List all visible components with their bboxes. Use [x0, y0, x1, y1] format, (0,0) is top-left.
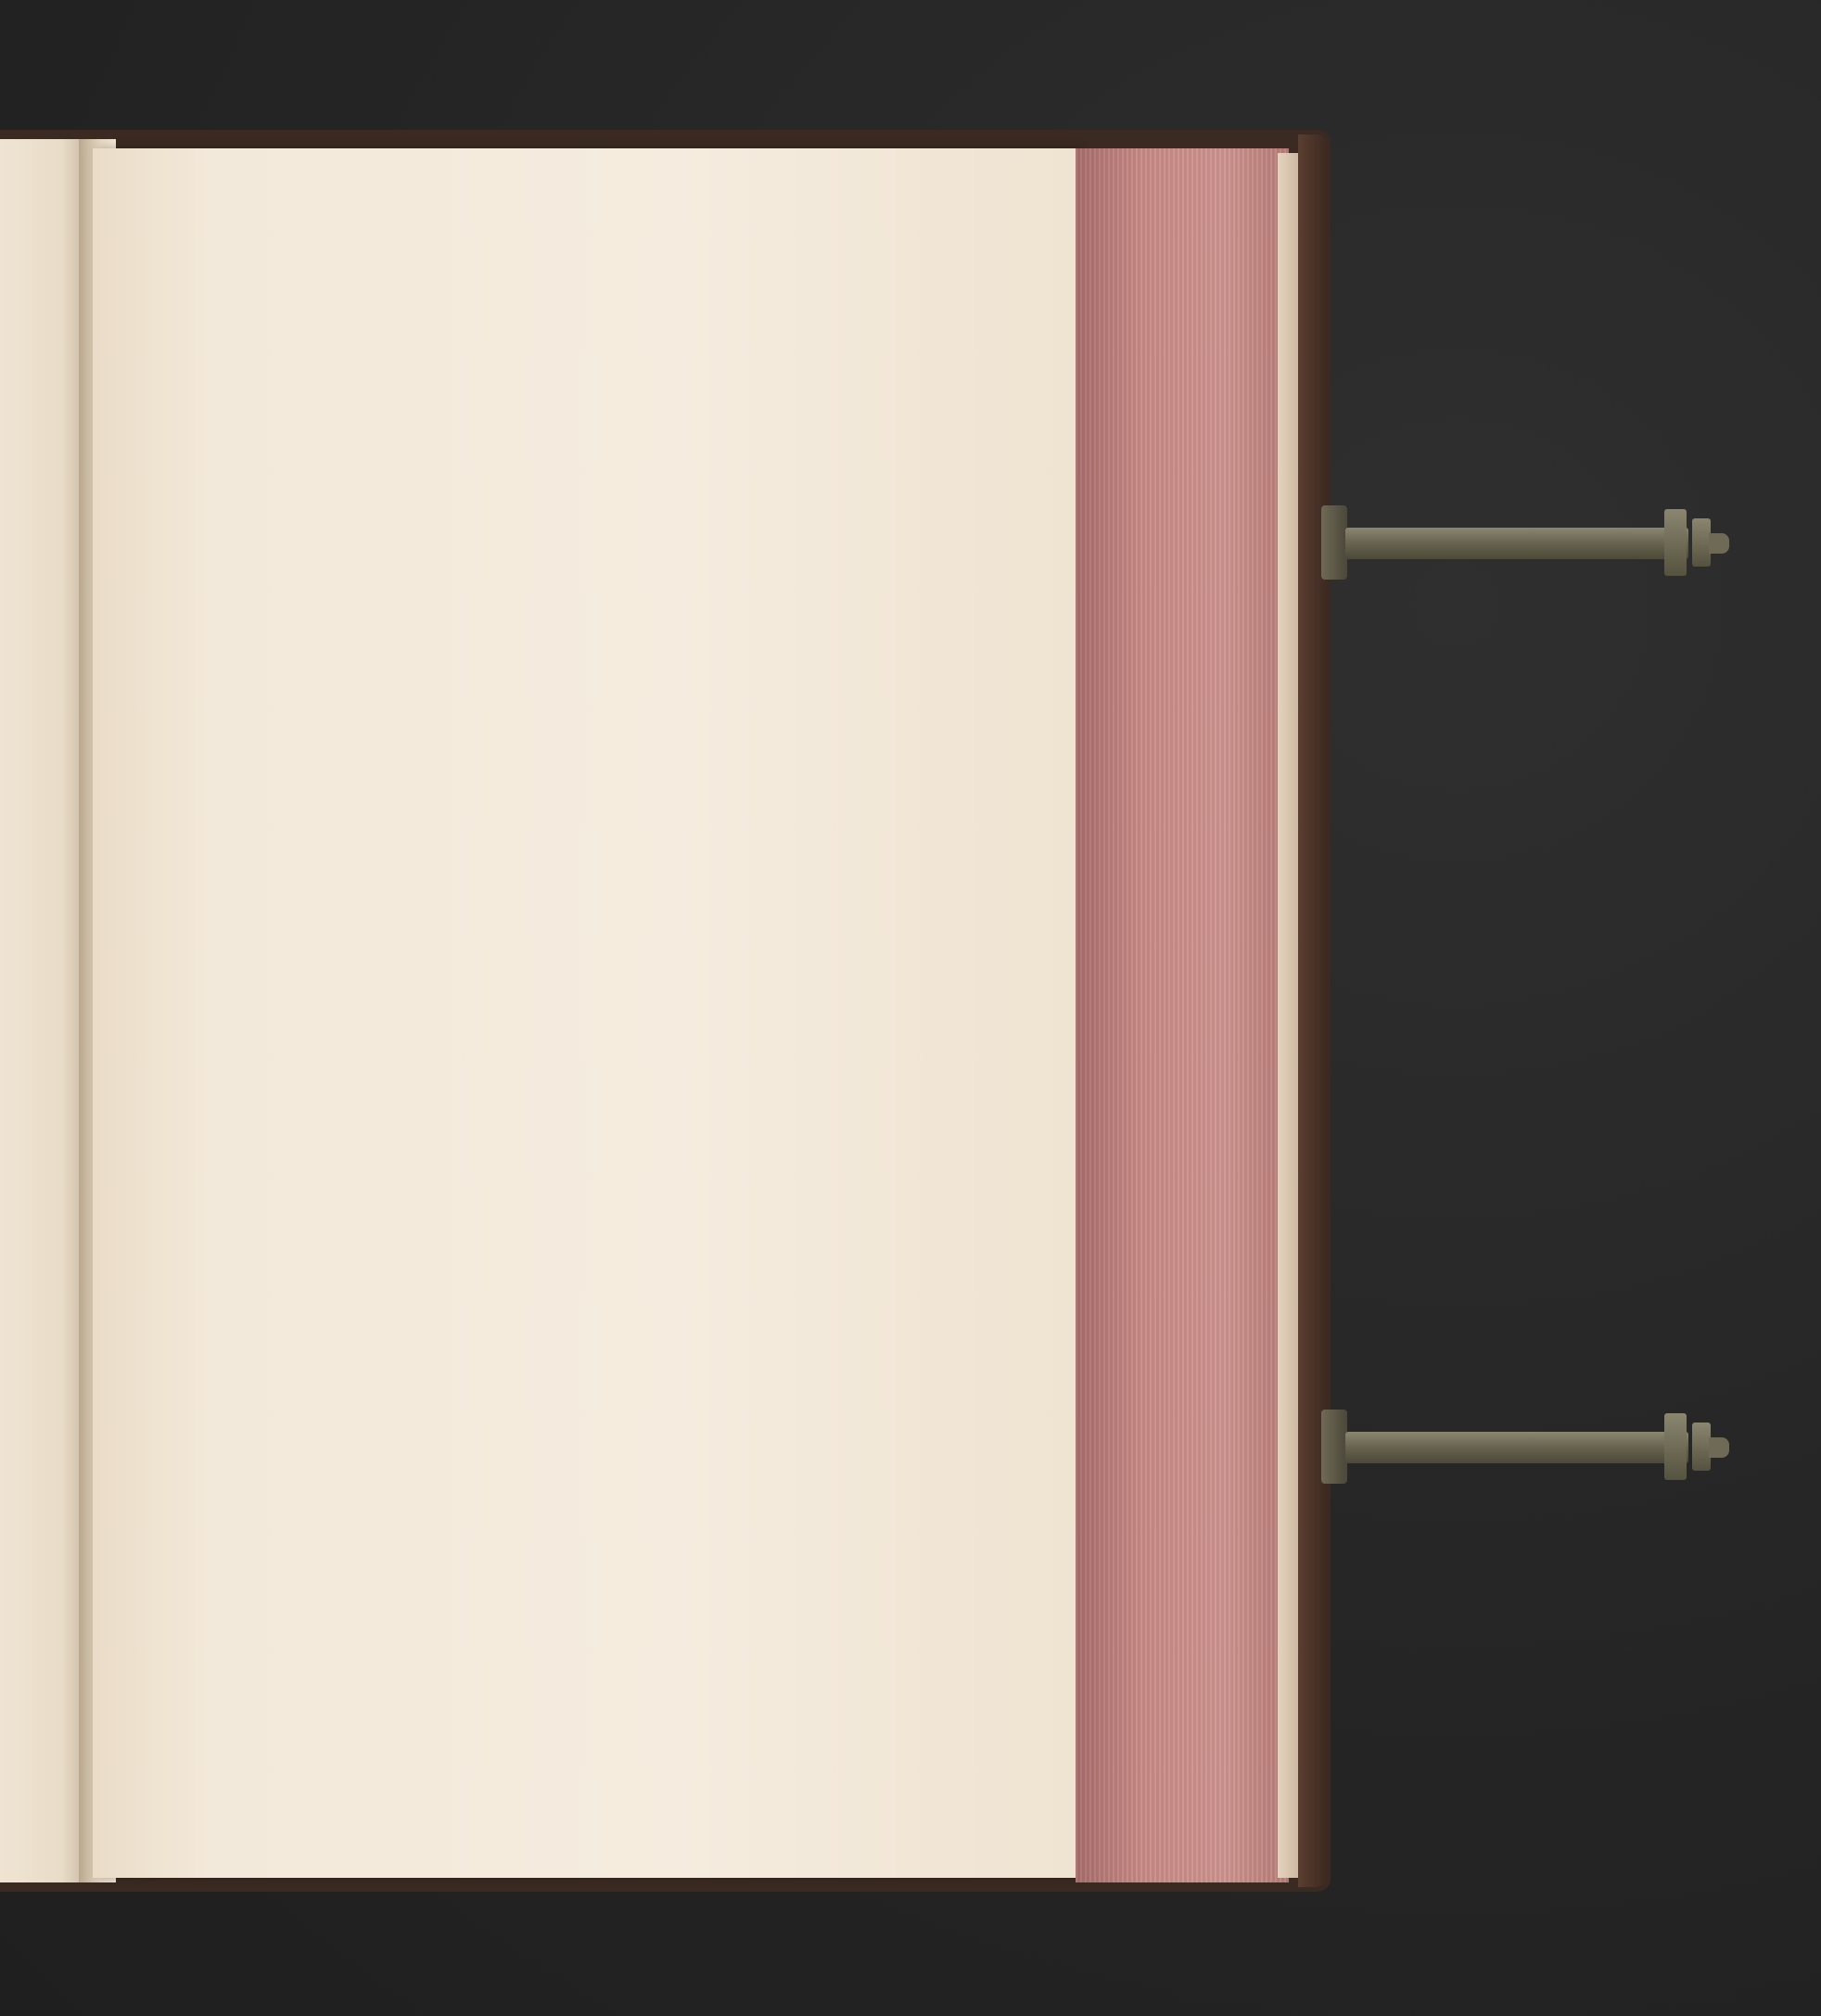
clasp-crossbar [1664, 1413, 1687, 1480]
page-block-edge [1278, 153, 1298, 1878]
clasp-bar [1345, 528, 1688, 559]
response-title [121, 399, 950, 464]
clasp-hinge [1321, 505, 1347, 580]
page-header [121, 202, 950, 258]
lower-clasp [1321, 1410, 1738, 1484]
section-title [121, 273, 950, 330]
catchword [121, 464, 950, 506]
clasp-tip [1709, 533, 1729, 554]
left-page [0, 139, 88, 1882]
clasp-crossbar [1692, 1423, 1711, 1471]
clasp-crossbar [1692, 518, 1711, 567]
upper-clasp [1321, 505, 1738, 580]
clasp-bar [1345, 1432, 1688, 1463]
section-subtitle [121, 330, 950, 391]
clasp-tip [1709, 1437, 1729, 1458]
red-sprinkled-fore-edge [1076, 148, 1289, 1882]
back-cover-edge [1298, 134, 1328, 1887]
page-text [121, 202, 950, 506]
clasp-hinge [1321, 1410, 1347, 1484]
clasp-crossbar [1664, 509, 1687, 576]
